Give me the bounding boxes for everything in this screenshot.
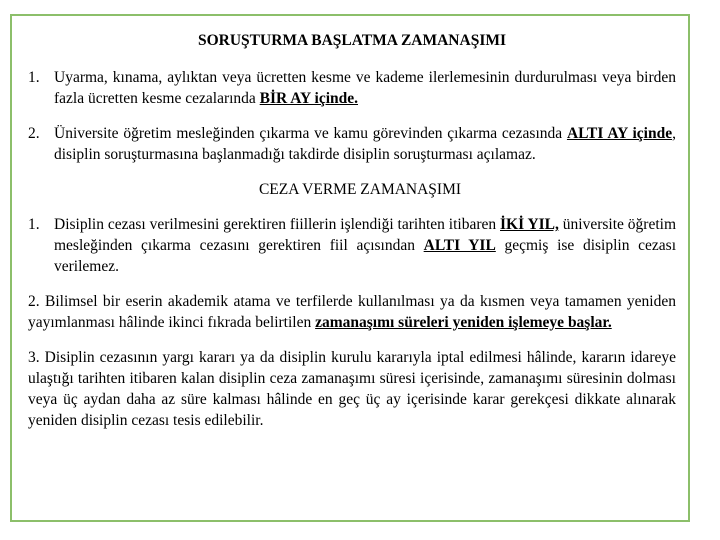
list-item-alti-ay: [28, 123, 676, 165]
heading-ceza-verme: CEZA VERME ZAMANAŞIMI: [258, 181, 462, 198]
emphasis-iki-yil: İKİ YIL,: [500, 216, 559, 233]
text-run: Uyarma, kınama, aylıktan veya ücretten kesme ve kademe ilerlemesinin durdurulması veya birden fazla ücretten kesme cezalarında: [54, 69, 676, 107]
list-item-iki-yil: [28, 214, 676, 277]
list-item-text: [54, 67, 676, 109]
heading-sorusturma-baslatma: SORUŞTURMA BAŞLATMA ZAMANAŞIMI: [197, 32, 507, 49]
paragraph-text: 3. Disiplin cezasının yargı kararı ya da disiplin kurulu kararıyla iptal edilmesi hâlinde, kararın idareye ulaştığı tarihten itibaren kalan disiplin ceza zamanaşımı süresi içerisinde, zamanaşımı süresinin dolması veya üç aydan daha az süre kalması hâlinde en geç üç ay içerisinde karar gerekçesi dikkate alınarak yeniden disiplin cezası tesis edilebilir.: [28, 349, 676, 429]
list-number: 2.: [28, 125, 40, 142]
slide-frame: [10, 14, 690, 522]
list-number: 1.: [28, 69, 40, 86]
emphasis-zamanasimi: zamanaşımı süreleri yeniden işlemeye başlar.: [315, 314, 612, 331]
text-run: 2. Bilimsel bir eserin akademik atama ve terfilerde kullanılması ya da kısmen veya tamamen yeniden yayımlanması hâlinde ikinci fıkrada belirtilen: [28, 293, 676, 331]
text-run: geçmiş ise disiplin cezası verilemez.: [54, 237, 676, 275]
text-run: Üniversite öğretim mesleğinden çıkarma ve kamu görevinden çıkarma cezasında: [54, 125, 567, 142]
emphasis-alti-ay: ALTI AY içinde: [566, 125, 673, 142]
paragraph-bilimsel-eser: [28, 291, 676, 333]
list-item-text: [54, 123, 676, 165]
list-item-bir-ay: [28, 67, 676, 109]
text-run: Disiplin cezası verilmesini gerektiren fiillerin işlendiği tarihten itibaren: [54, 216, 501, 233]
slide-content: [28, 30, 676, 445]
paragraph-iptal: [28, 347, 676, 431]
paragraph-text: [28, 291, 676, 333]
text-run: üniversite öğretim mesleğinden çıkarma cezasını gerektiren fiil açısından: [54, 216, 676, 254]
text-run: , disiplin soruşturmasına başlanmadığı takdirde disiplin soruşturması açılamaz.: [54, 125, 676, 163]
list-number: 1.: [28, 216, 40, 233]
emphasis-bir-ay: BİR AY içinde.: [259, 90, 359, 107]
emphasis-alti-yil: ALTI YIL: [423, 237, 496, 254]
list-item-text: [54, 214, 676, 277]
